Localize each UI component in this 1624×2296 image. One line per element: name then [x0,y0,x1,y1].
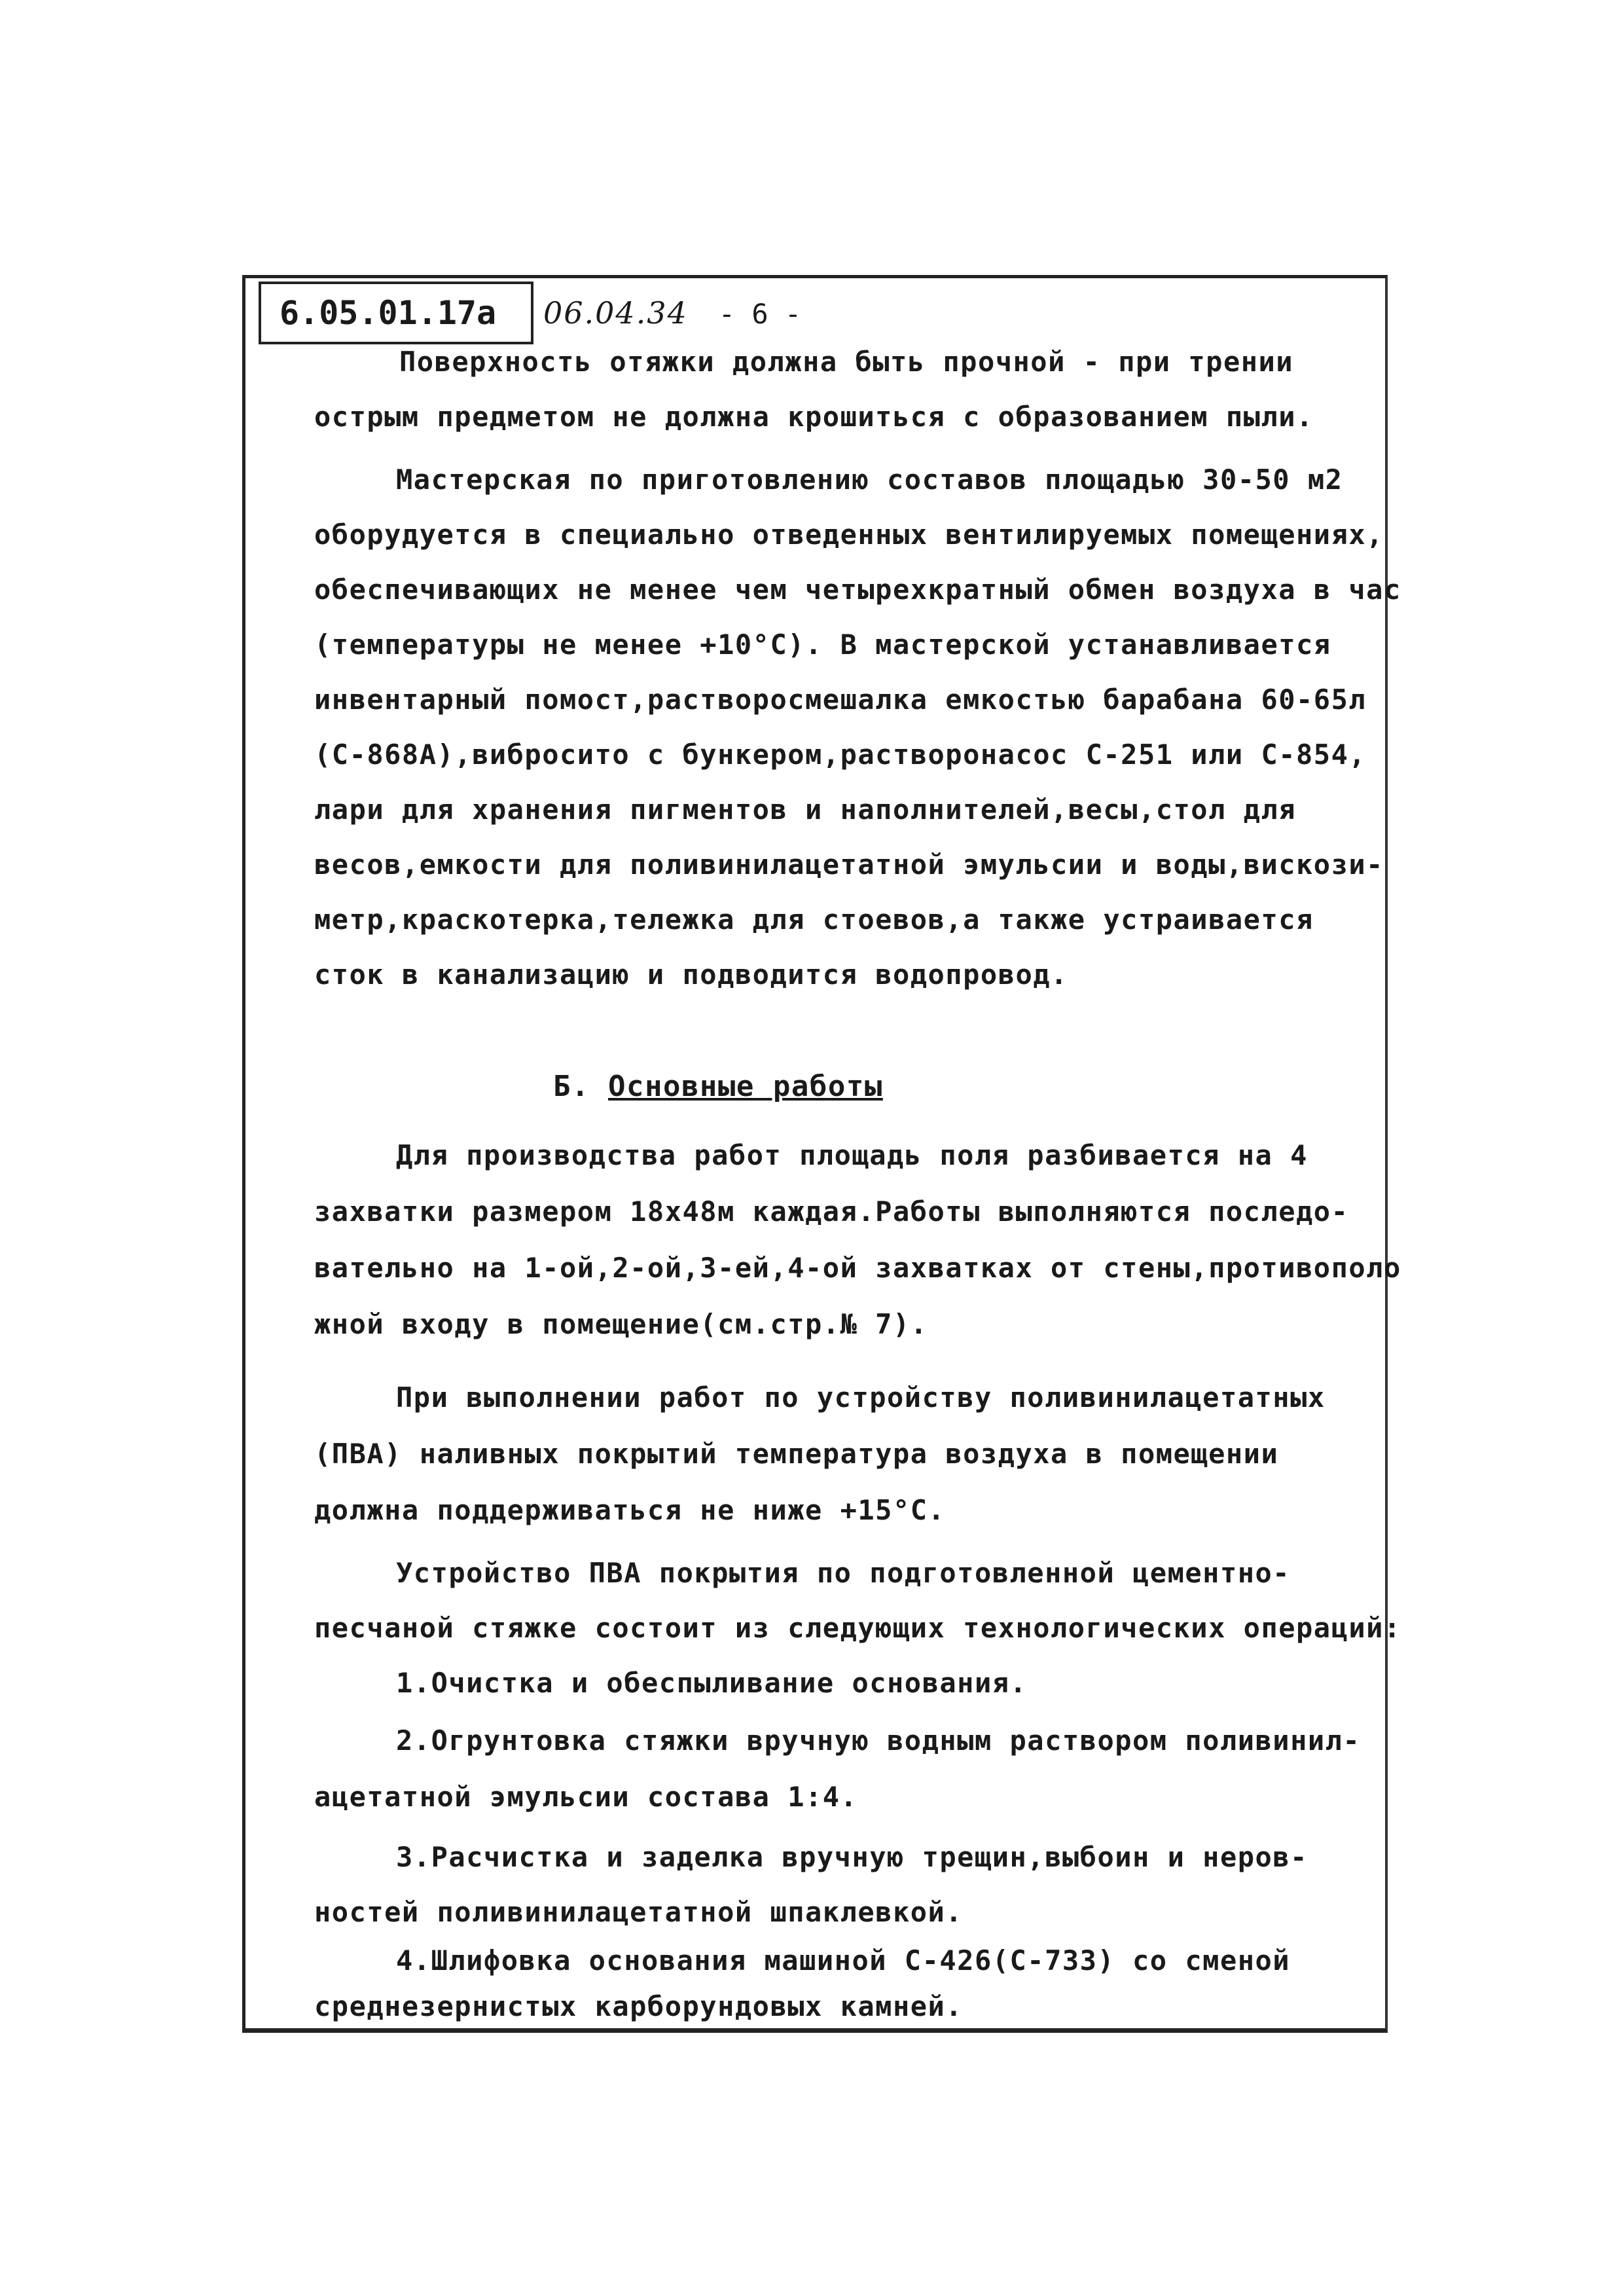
text-line: Поверхность отяжки должна быть прочной - при трении [399,346,1294,378]
section-title: Основные работы [607,1070,883,1103]
text-line: песчаной стяжке состоит из следующих технологических операций: [314,1612,1401,1644]
text-line: (С-868А),вибросито с бункером,растворонасос С-251 или С-854, [314,738,1367,771]
text-line: обеспечивающих не менее чем четырехкратный обмен воздуха в час [314,574,1401,606]
text-line: Устройство ПВА покрытия по подготовленной цементно- [396,1557,1291,1589]
text-line: (ПВА) наливных покрытий температура воздуха в помещении [314,1438,1279,1470]
text-line: метр,краскотерка,тележка для стоевов,а также устраивается [314,903,1314,936]
page-number: - 6 - [718,298,802,330]
text-line: острым предметом не должна крошиться с образованием пыли. [314,401,1314,433]
text-line: должна поддерживаться не ниже +15°С. [314,1494,946,1526]
list-item: 1.Очистка и обеспыливание основания. [396,1667,1028,1699]
handwritten-code: 06.04.34 [543,295,688,331]
text-line: оборудуется в специально отведенных вентилируемых помещениях, [314,519,1384,551]
section-heading [553,1070,883,1103]
text-line: весов,емкости для поливинилацетатной эмульсии и воды,вискози- [314,848,1384,881]
text-line: захватки размером 18х48м каждая.Работы выполняются последо- [314,1195,1349,1228]
header-meta [543,282,801,344]
list-item: среднезернистых карборундовых камней. [314,1990,964,2022]
text-line: Мастерская по приготовлению составов площадью 30-50 м2 [396,464,1343,496]
text-line: инвентарный помост,растворосмешалка емкостью барабана 60-65л [314,683,1367,716]
text-line: При выполнении работ по устройству поливинилацетатных [396,1381,1326,1413]
text-line: сток в канализацию и подводится водопровод. [314,958,1068,991]
list-item: 4.Шлифовка основания машиной С-426(С-733) со сменой [396,1944,1291,1977]
text-line: жной входу в помещение(см.стр.№ 7). [314,1308,928,1340]
list-item: 3.Расчистка и заделка вручную трещин,выбоин и неров- [396,1841,1308,1873]
text-line: лари для хранения пигментов и наполнителей,весы,стол для [314,793,1297,826]
list-item: 2.Огрунтовка стяжки вручную водным раствором поливинил- [396,1724,1361,1757]
document-code: 6.05.01.17a [259,282,533,344]
section-letter: Б. [553,1070,590,1103]
text-line: Для производства работ площадь поля разбивается на 4 [396,1139,1308,1171]
list-item: ацетатной эмульсии состава 1:4. [314,1781,858,1813]
text-line: (температуры не менее +10°С). В мастерской устанавливается [314,629,1331,661]
list-item: ностей поливинилацетатной шпаклевкой. [314,1896,964,1928]
text-line: вательно на 1-ой,2-ой,3-ей,4-ой захватках от стены,противополо [314,1252,1401,1284]
